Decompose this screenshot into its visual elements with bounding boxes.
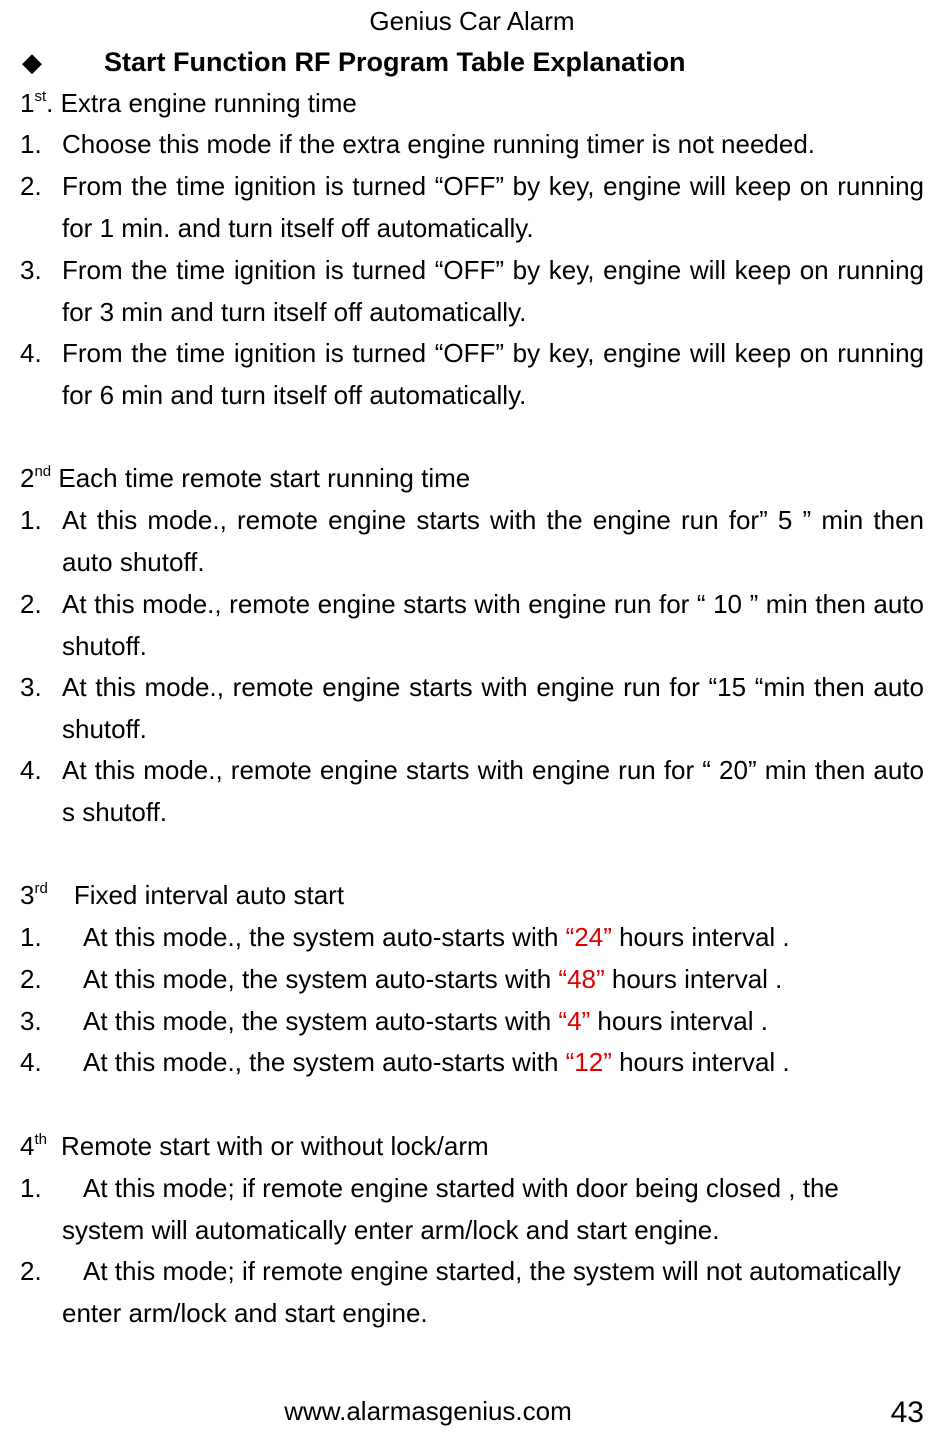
list-item — [20, 1001, 924, 1043]
list-item-text: At this mode., remote engine starts with engine run for “ 10 ” min then auto shutoff. — [62, 589, 924, 661]
section-4-heading — [20, 1126, 489, 1166]
section-2-heading-text: Each time remote start running time — [51, 463, 471, 493]
list-item-number: 1. — [20, 129, 42, 159]
section-1-heading — [20, 83, 357, 123]
section-4-number: 4 — [20, 1131, 35, 1161]
list-item-text-pre: At this mode., the system auto-starts with — [83, 1047, 566, 1077]
list-item-text: From the time ignition is turned “OFF” by key, engine will keep on running for 6 min and turn itself off automatically. — [62, 338, 924, 410]
section-4-ordinal: th — [34, 1131, 47, 1148]
interval-value: “4” — [558, 1006, 591, 1036]
list-item-number: 2. — [20, 964, 42, 994]
list-item — [20, 917, 924, 959]
list-item-number: 2. — [20, 1256, 42, 1286]
list-item-number: 3. — [20, 1006, 42, 1036]
list-item-number: 1. — [20, 1173, 42, 1203]
section-title-text: Start Function RF Program Table Explanation — [104, 47, 686, 77]
list-item-number: 3. — [20, 672, 42, 702]
list-item-text — [62, 917, 924, 959]
list-item — [20, 333, 924, 416]
list-item-text-post: hours interval . — [611, 1047, 790, 1077]
list-item-number: 2. — [20, 171, 42, 201]
list-item — [20, 584, 924, 667]
list-item-text: At this mode., remote engine starts with the engine run for” 5 ” min then auto shutoff. — [62, 505, 924, 577]
list-item — [20, 1251, 924, 1334]
section-4-heading-text: Remote start with or without lock/arm — [60, 1131, 489, 1161]
interval-value: “48” — [558, 964, 605, 994]
list-item-text: From the time ignition is turned “OFF” by key, engine will keep on running for 1 min. and turn itself off automatically. — [62, 171, 924, 243]
section-2-heading — [20, 458, 470, 498]
list-item-number: 4. — [20, 1047, 42, 1077]
list-item — [20, 667, 924, 750]
interval-value: “24” — [565, 922, 612, 952]
section-3-number: 3 — [20, 880, 35, 910]
list-item-number: 1. — [20, 922, 42, 952]
section-1-heading-text: . Extra engine running time — [46, 88, 357, 118]
list-item-text: At this mode., remote engine starts with engine run for “15 “min then auto shutoff. — [62, 672, 924, 744]
section-3-heading-text: Fixed interval auto start — [73, 880, 345, 910]
section-1-ordinal: st — [34, 88, 47, 105]
list-item-number: 1. — [20, 505, 42, 535]
list-item-text — [62, 1042, 924, 1084]
list-item — [20, 959, 924, 1001]
list-item — [20, 166, 924, 249]
list-item-text-post: hours interval . — [590, 1006, 768, 1036]
list-item-text: At this mode; if remote engine started with door being closed , the system will automatically enter arm/lock and start engine. — [62, 1173, 839, 1245]
section-2-number: 2 — [20, 463, 35, 493]
list-item-number: 4. — [20, 755, 42, 785]
list-item — [20, 1042, 924, 1084]
list-item-number: 4. — [20, 338, 42, 368]
list-item-text-pre: At this mode., the system auto-starts with — [83, 922, 566, 952]
list-item-text: Choose this mode if the extra engine running timer is not needed. — [62, 129, 816, 159]
footer-url: www.alarmasgenius.com — [284, 1396, 572, 1426]
list-item-text — [62, 1001, 924, 1043]
list-item — [20, 124, 924, 166]
list-item — [20, 750, 924, 833]
list-item — [20, 500, 924, 583]
section-3-heading — [20, 875, 344, 915]
list-item — [20, 250, 924, 333]
list-item-text: From the time ignition is turned “OFF” by key, engine will keep on running for 3 min and turn itself off automatically. — [62, 255, 924, 327]
interval-value: “12” — [565, 1047, 612, 1077]
section-3-ordinal: rd — [34, 880, 48, 897]
list-item-text-post: hours interval . — [604, 964, 783, 994]
list-item-number: 3. — [20, 255, 42, 285]
list-item-text — [62, 959, 924, 1001]
list-item-number: 2. — [20, 589, 42, 619]
section-1-number: 1 — [20, 88, 35, 118]
list-item-text: At this mode; if remote engine started, the system will not automatically enter arm/lock and start engine. — [62, 1256, 901, 1328]
page-number: 43 — [890, 1396, 924, 1429]
list-item-text-pre: At this mode, the system auto-starts with — [83, 964, 559, 994]
section-2-ordinal: nd — [34, 463, 52, 480]
page-header: Genius Car Alarm — [369, 6, 575, 36]
list-item-text-post: hours interval . — [611, 922, 790, 952]
diamond-bullet-icon: ◆ — [22, 47, 42, 77]
list-item-text: At this mode., remote engine starts with engine run for “ 20” min then auto s shutoff. — [62, 755, 924, 827]
list-item — [20, 1168, 924, 1251]
list-item-text-pre: At this mode, the system auto-starts with — [83, 1006, 559, 1036]
